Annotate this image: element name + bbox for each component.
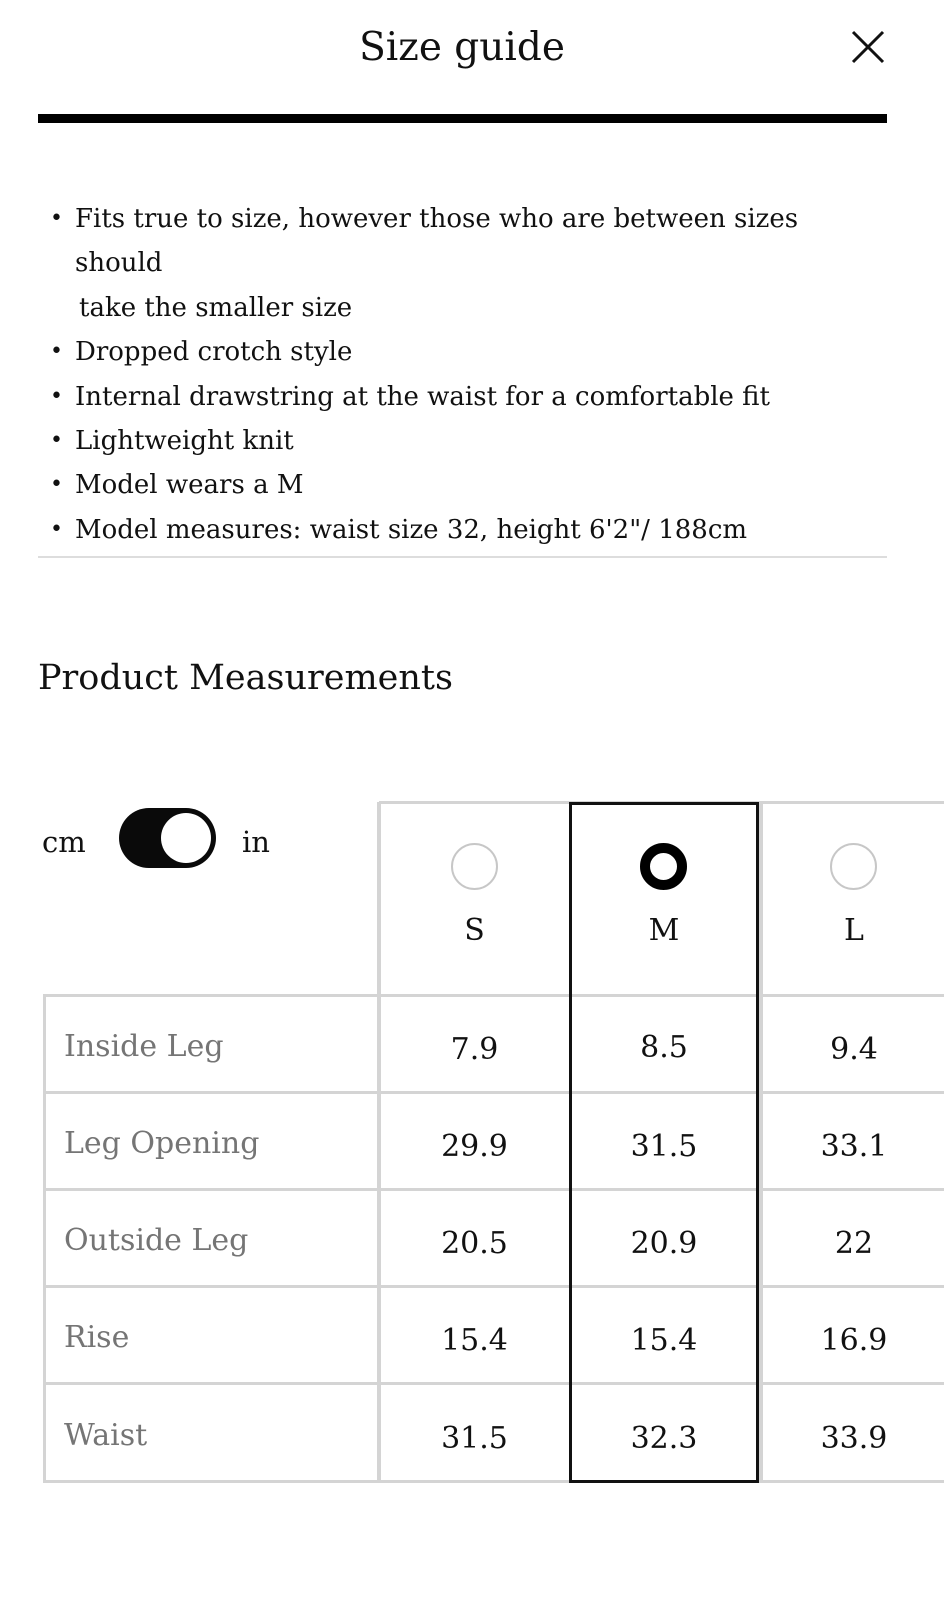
table-border bbox=[43, 1091, 944, 1094]
unit-toggle[interactable] bbox=[119, 808, 216, 868]
size-column-m[interactable] bbox=[569, 803, 759, 995]
fit-notes-list bbox=[50, 197, 890, 552]
page-title: Size guide bbox=[359, 25, 565, 70]
fit-note: • Fits true to size, however those who are between sizes should take the smaller size bbox=[50, 197, 890, 330]
table-border bbox=[43, 1480, 944, 1483]
unit-in-label: in bbox=[242, 825, 270, 859]
size-label-s: S bbox=[464, 913, 485, 948]
table-border bbox=[43, 1188, 944, 1191]
fit-note: • Internal drawstring at the waist for a comfortable fit bbox=[50, 375, 890, 419]
cell-inside-leg-l: 9.4 bbox=[830, 1032, 878, 1067]
cell-inside-leg-m: 8.5 bbox=[640, 1030, 688, 1065]
size-column-s[interactable] bbox=[380, 803, 569, 995]
table-border bbox=[43, 1382, 944, 1385]
fit-note: • Dropped crotch style bbox=[50, 330, 890, 374]
cell-rise-l: 16.9 bbox=[820, 1323, 888, 1358]
section-divider bbox=[38, 556, 887, 558]
cell-rise-s: 15.4 bbox=[441, 1323, 508, 1358]
row-label-rise: Rise bbox=[64, 1320, 130, 1355]
size-radio-m[interactable] bbox=[640, 843, 687, 890]
measurements-title: Product Measurements bbox=[38, 658, 453, 698]
cell-leg-opening-s: 29.9 bbox=[441, 1129, 508, 1164]
size-radio-l[interactable] bbox=[830, 843, 877, 890]
cell-rise-m: 15.4 bbox=[630, 1323, 698, 1358]
size-column-l[interactable] bbox=[760, 803, 944, 995]
toggle-knob bbox=[161, 813, 211, 863]
fit-note: • Lightweight knit bbox=[50, 419, 890, 463]
unit-cm-label: cm bbox=[42, 825, 86, 859]
fit-note: • Model wears a M bbox=[50, 463, 890, 507]
cell-outside-leg-m: 20.9 bbox=[630, 1226, 698, 1261]
close-icon[interactable] bbox=[848, 27, 888, 67]
row-label-outside-leg: Outside Leg bbox=[64, 1223, 249, 1258]
cell-inside-leg-s: 7.9 bbox=[450, 1032, 499, 1067]
row-label-inside-leg: Inside Leg bbox=[64, 1029, 224, 1064]
cell-waist-m: 32.3 bbox=[630, 1421, 698, 1456]
table-border bbox=[43, 995, 46, 1483]
cell-waist-s: 31.5 bbox=[441, 1421, 508, 1456]
fit-note: • Model measures: waist size 32, height 6'2"/ 188cm bbox=[50, 508, 890, 552]
cell-waist-l: 33.9 bbox=[820, 1421, 888, 1456]
cell-outside-leg-l: 22 bbox=[834, 1226, 874, 1261]
header-divider bbox=[38, 114, 887, 123]
size-label-m: M bbox=[648, 913, 680, 948]
fit-note-continuation: take the smaller size bbox=[79, 292, 353, 323]
row-label-waist: Waist bbox=[64, 1418, 148, 1453]
table-border bbox=[43, 1285, 944, 1288]
row-label-leg-opening: Leg Opening bbox=[64, 1126, 260, 1161]
cell-outside-leg-s: 20.5 bbox=[441, 1226, 508, 1261]
cell-leg-opening-l: 33.1 bbox=[820, 1129, 888, 1164]
size-radio-s[interactable] bbox=[451, 843, 498, 890]
cell-leg-opening-m: 31.5 bbox=[630, 1129, 698, 1164]
size-label-l: L bbox=[844, 913, 864, 948]
